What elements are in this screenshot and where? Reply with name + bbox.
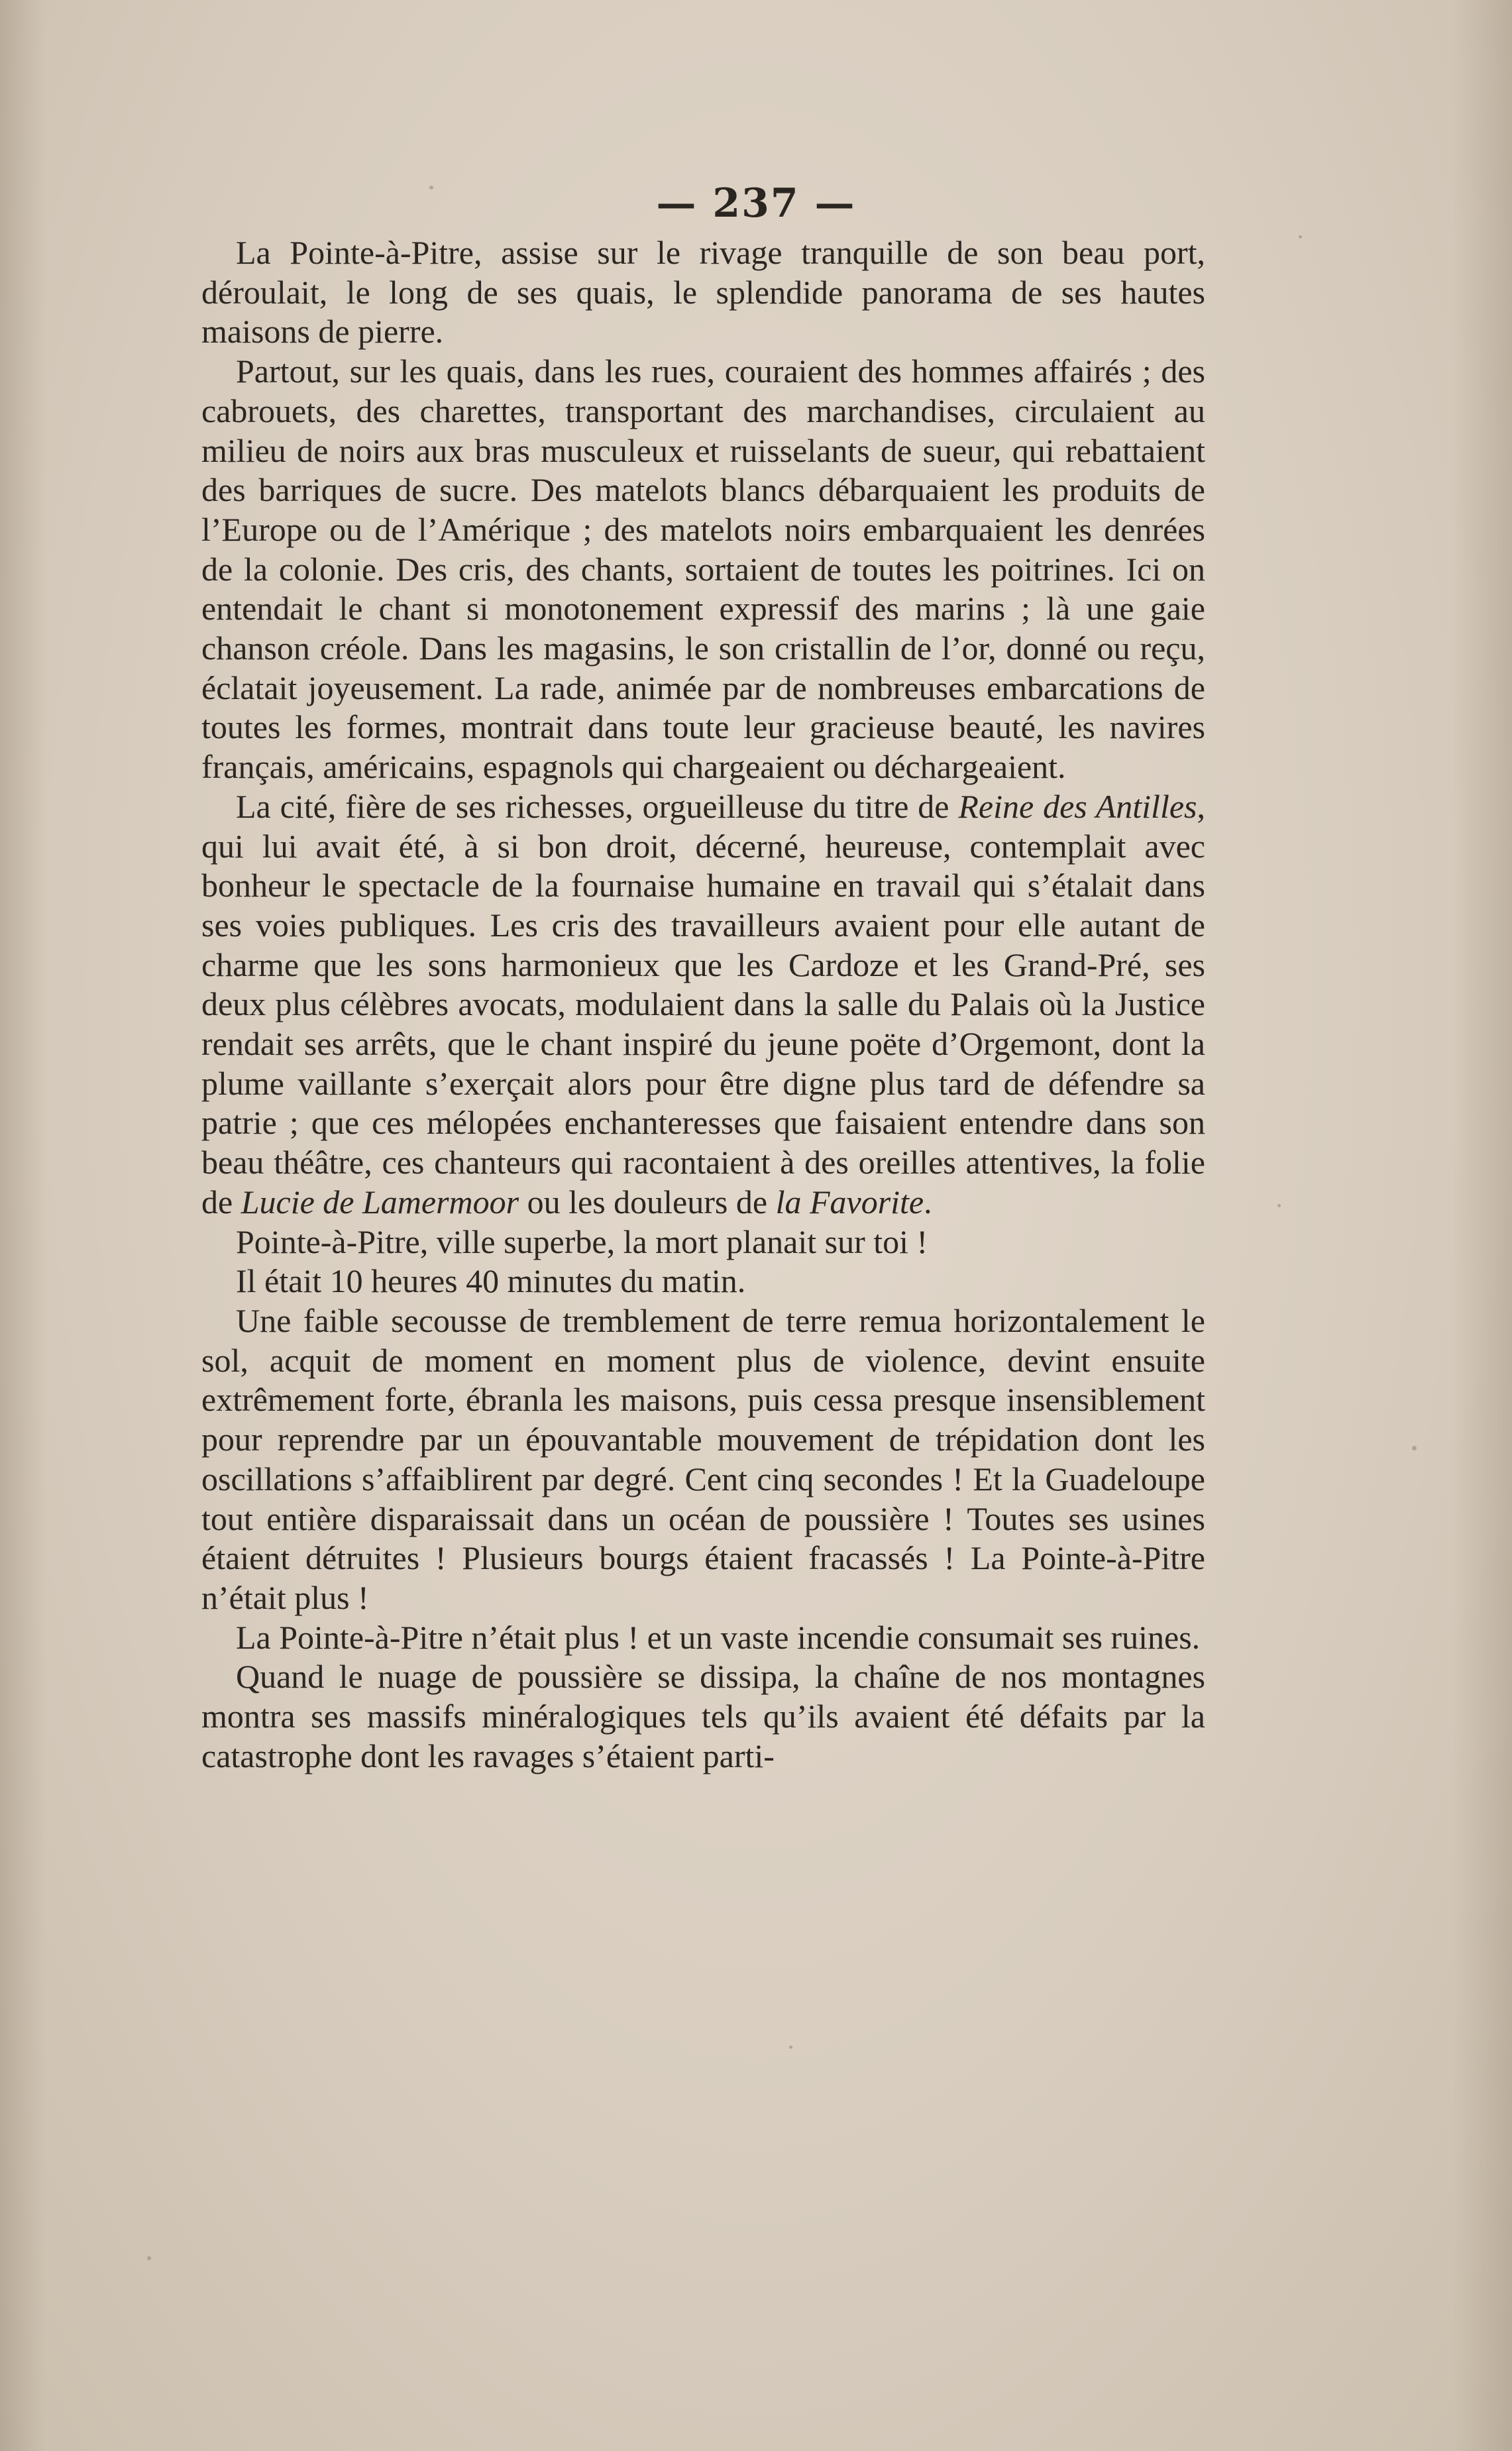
italic-phrase: Reine des Antilles — [958, 787, 1197, 825]
paragraph-text: , qui lui avait été, à si bon droit, décerné, heureuse, contemplait avec bonheur le spectacle de la fournaise humaine en travail qui s’étalait dans ses voies publiques. Les cris des travailleurs avaient pour elle autant de charme que les sons harmonieux que les Cardoze et les Grand-Pré, ses deux plus célèbres avocats, modulaient dans la salle du Palais où la Justice rendait ses arrêts, que le chant inspiré du jeune poëte d’Orgemont, dont la plume vaillante s’exerçait alors pour être digne plus tard de défendre sa patrie ; que ces mélopées enchanteresses que faisaient entendre dans son beau théâtre, ces chanteurs qui racontaient à des oreilles attentives, la folie de — [201, 787, 1205, 1221]
page-right-shadow — [1452, 0, 1512, 2451]
paragraph: La Pointe-à-Pitre, assise sur le rivage tranquille de son beau port, déroulait, le long de ses quais, le splendide panorama de ses hautes maisons de pierre. — [201, 234, 1205, 351]
paragraph-text: . — [924, 1183, 932, 1221]
paragraph-text: La cité, fière de ses richesses, orgueilleuse du titre de — [236, 787, 959, 825]
paragraph: Il était 10 heures 40 minutes du matin. — [236, 1262, 746, 1300]
paper-speck — [147, 2256, 151, 2260]
paper-speck — [789, 2045, 792, 2049]
paragraph: Pointe-à-Pitre, ville superbe, la mort planait sur toi ! — [236, 1223, 928, 1260]
paper-speck — [1412, 1446, 1417, 1450]
paper-speck — [1277, 1204, 1281, 1207]
italic-title: la Favorite — [775, 1183, 924, 1221]
page-left-shadow — [0, 0, 46, 2451]
paragraph: La Pointe-à-Pitre n’était plus ! et un vaste incendie consumait ses ruines. — [236, 1618, 1201, 1656]
paper-speck — [1299, 235, 1302, 239]
italic-title: Lucie de Lamermoor — [241, 1183, 519, 1221]
paragraph-text: ou les douleurs de — [519, 1183, 776, 1221]
paragraph — [201, 787, 1205, 1223]
paragraph: Une faible secousse de tremblement de terre remua horizontalement le sol, acquit de moment en moment plus de violence, devint ensuite extrêmement forte, ébranla les maisons, puis cessa presque insensiblement pour reprendre par un épouvantable mouvement de trépidation dont les oscillations s’affaiblirent par degré. Cent cinq secondes ! Et la Guadeloupe tout entière disparaissait dans un océan de poussière ! Toutes ses usines étaient détruites ! Plusieurs bourgs étaient fracassés ! La Pointe-à-Pitre n’était plus ! — [201, 1301, 1205, 1616]
paragraph: Partout, sur les quais, dans les rues, couraient des hommes affairés ; des cabrouets, des charettes, transportant des marchandises, circulaient au milieu de noirs aux bras musculeux et ruisselants de sueur, qui rebattaient des barriques de sucre. Des matelots blancs débarquaient les produits de l’Europe ou de l’Amérique ; des matelots noirs embarquaient les denrées de la colonie. Des cris, des chants, sortaient de toutes les poitrines. Ici on entendait le chant si monotonement expressif des marins ; là une gaie chanson créole. Dans les magasins, le son cristallin de l’or, donné ou reçu, éclatait joyeusement. La rade, animée par de nombreuses embarcations de toutes les formes, montrait dans toute leur gracieuse beauté, les navires français, américains, espagnols qui chargeaient ou déchargeaient. — [201, 353, 1205, 786]
page-number: — 237 — — [656, 180, 856, 227]
body-text — [201, 233, 1205, 1776]
paragraph: Quand le nuage de poussière se dissipa, la chaîne de nos montagnes montra ses massifs minéralogiques tels qu’ils avaient été défaits par la catastrophe dont les ravages s’étaient parti- — [201, 1658, 1205, 1774]
